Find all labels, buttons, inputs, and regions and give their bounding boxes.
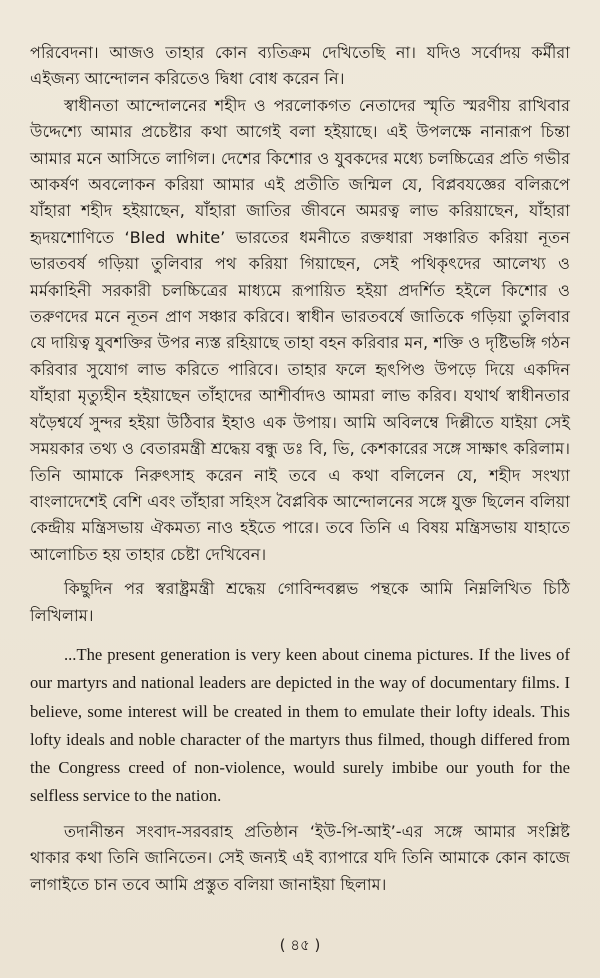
page-number: ( ৪৫ )	[279, 936, 321, 954]
quoted-letter: ...The present generation is very keen about cinema pictures. If the lives of our martyrs and national leaders are depicted in the way of documentary films. I believe, some interest will be created in them to emulate their lofty ideals. This lofty ideals and noble character of the martyrs thus filmed, though differed from the Congress creed of non-violence, would surely imbibe our youth for the selfless service to the nation.	[30, 644, 570, 806]
paragraph-letter-intro: কিছুদিন পর স্বরাষ্ট্রমন্ত্রী শ্রদ্ধেয় গোবিন্দবল্লভ পন্থকে আমি নিম্নলিখিত চিঠি লিখিলাম।	[30, 579, 570, 625]
paragraph-upi: তদানীন্তন সংবাদ-সরবরাহ প্রতিষ্ঠান ‘ইউ-পি-আই’-এর সঙ্গে আমার সংশ্লিষ্ট থাকার কথা তিনি জানিতেন। সেই জন্যই এই ব্যাপারে যদি তিনি আমাকে কোন কাজে লাগাইতে চান তবে আমি প্রস্তুত বলিয়া জানাইয়া ছিলাম।	[30, 821, 570, 894]
paragraph-continuation: পরিবেদনা। আজও তাহার কোন ব্যতিক্রম দেখিতেছি না। যদিও সর্বোদয় কর্মীরা এইজন্য আন্দোলন করিতেও দ্বিধা বোধ করেন নি।	[30, 43, 570, 89]
paragraph-memorial-effort: স্বাধীনতা আন্দোলনের শহীদ ও পরলোকগত নেতাদের স্মৃতি স্মরণীয় রাখিবার উদ্দেশ্যে আমার প্রচেষ্টার কথা আগেই বলা হইয়াছে। এই উপলক্ষে নানারূপ চিন্তা আমার মনে আসিতে লাগিল। দেশের কিশোর ও যুবকদের মধ্যে চলচ্চিত্রের প্রতি গভীর আকর্ষণ অবলোকন করিয়া আমার এই প্রতীতি জন্মিল যে, বিপ্লবযজ্ঞের বলিরূপে যাঁহারা শহীদ হইয়াছেন, যাঁহারা জাতির জীবনে অমরত্ব লাভ করিয়াছেন, যাঁহারা হৃদয়শোণিতে ‘Bled white’ ভারতের ধমনীতে রক্তধারা সঞ্চারিত করিয়া নূতন ভারতবর্ষ গড়িয়া তুলিবার পথ করিয়া গিয়াছেন, সেই পথিকৃৎদের আলেখ্য ও মর্মকাহিনী সরকারী চলচ্চিত্রের মাধ্যমে রূপায়িত হইয়া প্রদর্শিত হইলে কিশোর ও তরুণদের মনে নূতন প্রাণ সঞ্চার করিবে। স্বাধীন ভারতবর্ষে জাতিকে গড়িয়া তুলিবার যে দায়িত্ব যুবশক্তির উপর ন্যস্ত রহিয়াছে তাহা বহন করিবার মন, শক্তি ও দৃষ্টিভঙ্গি গঠন করিবার সুযোগ লাভ করিতে পারিবে। তাহার ফলে হৃৎপিণ্ড উপড়ে দিয়ে একদিন যাঁহারা মৃত্যুহীন হইয়াছেন তাঁহাদের আশীর্বাদও আমরা লাভ করিব। যথার্থ স্বাধীনতার ষড়ৈশ্বর্যে সুন্দর হইয়া উঠিবার ইহাও এক উপায়। আমি অবিলম্বে দিল্লীতে যাইয়া সেই সময়কার তথ্য ও বেতারমন্ত্রী শ্রদ্ধেয় বন্ধু ডঃ বি, ভি, কেশকারের সঙ্গে সাক্ষাৎ করিলাম। তিনি আমাকে নিরুৎসাহ করেন নাই তবে এ কথা বলিলেন যে, শহীদ সংখ্যা বাংলাদেশেই বেশি এবং তাঁহারা সহিংস বৈপ্লবিক আন্দোলনের সঙ্গে যুক্ত ছিলেন বলিয়া কেন্দ্রীয় মন্ত্রিসভায় ঐকমত্য নাও হইতে পারে। তবে তিনি এ বিষয় মন্ত্রিসভায় যাহাতে আলোচিত হয় তাহার চেষ্টা দেখিবেন।	[30, 95, 570, 564]
